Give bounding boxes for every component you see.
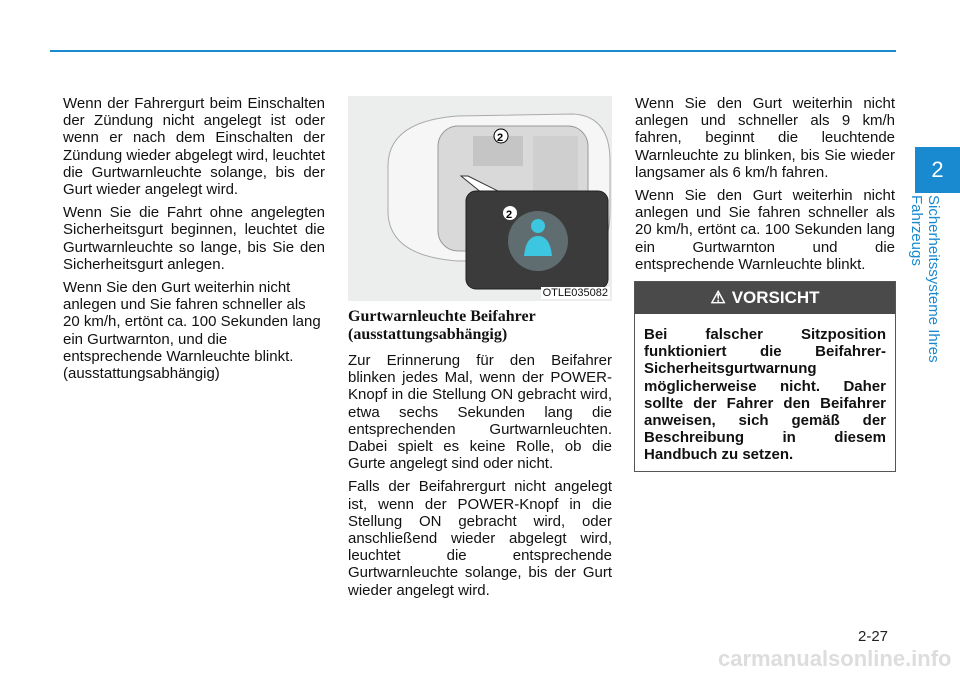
paragraph: Wenn der Fahrergurt beim Einschalten der Zündung nicht angelegt ist oder wenn er nach dem Einschalten der Zündung wieder abgelegt wird, leuchtet die Gurtwarnleuchte solange, bis der Gurt wieder angelegt wird.	[63, 95, 325, 199]
watermark: carmanualsonline.info	[718, 646, 952, 671]
paragraph: Wenn Sie die Fahrt ohne angelegten Sicherheitsgurt beginnen, leuchtet die Gurtwarnleuchte so lange, bis Sie den Sicherheitsgurt anlegen.	[63, 204, 325, 273]
figure-caption: OTLE035082	[542, 287, 608, 299]
marker-label: 2	[506, 209, 513, 221]
page-number: 2-27	[858, 628, 889, 645]
paragraph: Wenn Sie den Gurt weiterhin nicht anlegen und schneller als 9 km/h fahren, beginnt die leuchtende Warnleuchte zu blinken, bis Sie wieder langsamer als 6 km/h fahren.	[635, 95, 895, 181]
caution-header	[635, 282, 895, 314]
warning-triangle-icon: ⚠	[710, 288, 726, 307]
column-2	[348, 308, 612, 605]
seatbelt-icon	[508, 211, 568, 271]
paragraph: Falls der Beifahrergurt nicht angelegt ist, wenn der POWER-Knopf in die Stellung ON gebracht wird, oder anschließend wieder abgelegt wird, leuchtet die entsprechende Gurtwarnleuchte solange, bis der Gurt wieder angelegt wird.	[348, 478, 612, 599]
paragraph: Wenn Sie den Gurt weiterhin nicht anlegen und Sie fahren schneller als 20 km/h, ertönt ca. 100 Sekunden lang ein Gurtwarnton und die entsprechende Warnleuchte blinkt.	[635, 187, 895, 273]
section-heading: Gurtwarnleuchte Beifahrer (ausstattungsabhängig)	[348, 308, 536, 343]
caution-text: Bei falscher Sitzposition funktioniert die Beifahrer-Sicherheitsgurtwarnung möglicherweise nicht. Daher sollte der Fahrer den Beifahrer anweisen, sich gemäß der Beschreibung in diesem Handbuch zu setzen.	[644, 326, 886, 464]
caution-title: VORSICHT	[731, 288, 820, 307]
car-top-view-illustration	[348, 96, 612, 301]
paragraph: Wenn Sie den Gurt weiterhin nicht anlegen und Sie fahren schneller als 20 km/h, ertönt ca. 100 Sekunden lang ein Gurtwarnton, und die entsprechende Warnleuchte blinkt. (ausstattungsabhängig)	[63, 279, 321, 383]
column-3	[635, 95, 895, 279]
chapter-tab: 2	[915, 147, 960, 193]
marker-label: 2	[497, 132, 504, 144]
chapter-title: Sicherheitssysteme Ihres Fahrzeugs	[908, 195, 942, 363]
caution-box	[634, 281, 896, 472]
column-1	[63, 95, 325, 388]
paragraph: Zur Erinnerung für den Beifahrer blinken jedes Mal, wenn der POWER-Knopf in die Stellung ON gebracht wird, etwa sechs Sekunden lang die entsprechenden Gurtwarnleuchten. Dabei spielt es keine Rolle, ob die Gurte angelegt sind oder nicht.	[348, 352, 612, 473]
seatbelt-warning-figure	[348, 96, 612, 301]
header-rule	[50, 50, 896, 52]
